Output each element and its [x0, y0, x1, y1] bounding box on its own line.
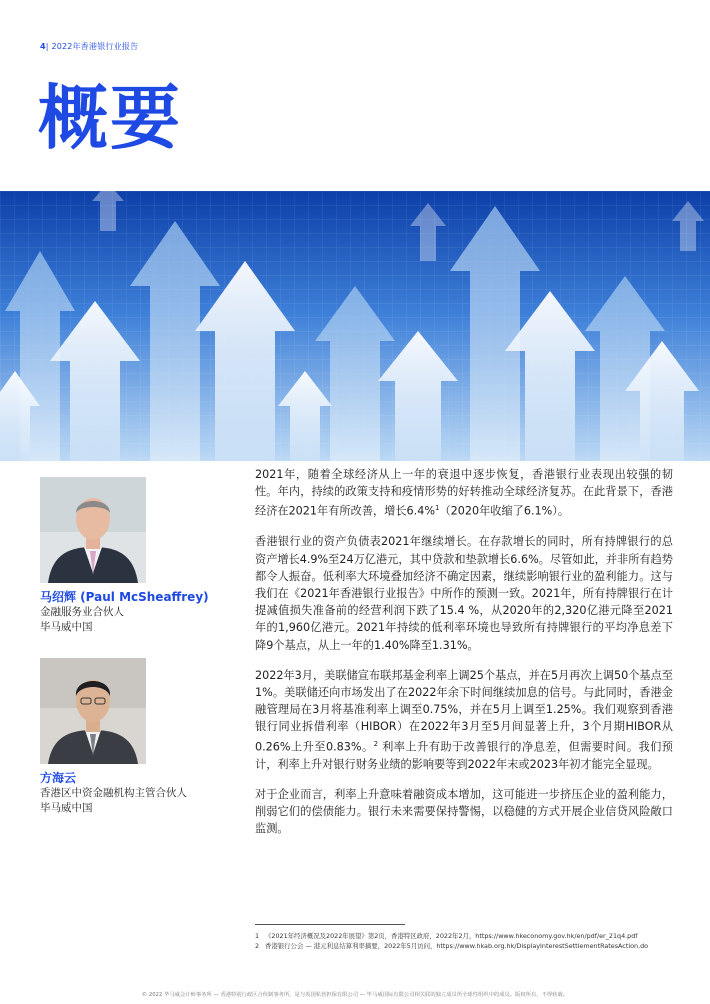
author-name: 马绍辉 (Paul McSheaffrey): [40, 590, 209, 604]
body-text: [255, 466, 673, 850]
author-org: 毕马威中国: [40, 621, 93, 633]
footnote-number: 2: [255, 942, 260, 950]
footnote-2: [255, 941, 695, 951]
author-photo-paul-mcsheaffrey: [40, 477, 146, 583]
paragraph-3-text: 2022年3月，美联储宣布联邦基金利率上调25个基点，并在5月再次上调50个基点至1%。美联储还向市场发出了在2022年余下时间继续加息的信号。与此同时，香港金融管理局在3月将基准利率上调至0.75%，并在5月上调至1.25%。我们观察到香港银行同业拆借利率（HIBOR）在2022年3月至5月间显著上升，3个月期HIBOR从0.26%上升至0.83%。: [255, 668, 673, 754]
footnote-1: [255, 931, 695, 941]
footnotes: [255, 931, 695, 951]
author-card-1: [40, 477, 230, 635]
footnote-text: 香港银行公会 — 港元利息结算利率摘要，2022年5月访问，https://www.hkab.org.hk/DisplayInterestSettlementRatesAction.do: [265, 942, 649, 950]
page-number: 4: [40, 42, 46, 51]
paragraph-4: 对于企业而言，利率上升意味着融资成本增加，这可能进一步挤压企业的盈利能力，削弱它们的偿债能力。银行未来需要保持警惕，以稳健的方式开展企业信贷风险敞口监测。: [255, 787, 673, 836]
running-header: [40, 41, 138, 52]
header-separator: |: [45, 42, 49, 51]
footnote-ref-1: 1: [434, 504, 440, 513]
author-name: 方海云: [40, 771, 77, 785]
paragraph-2: 香港银行业的资产负债表2021年继续增长。在存款增长的同时，所有持牌银行的总资产增长4.9%至24万亿港元，其中贷款和垫款增长6.6%。尽管如此，并非所有趋势都令人振奋。低利率大环境叠加经济不确定因素，继续影响银行业的盈利能力。这与我们在《2021年香港银行业报告》中所作的预测一致。2021年，所有持牌银行在计提减值损失准备前的经营利润下跌了15.4 %，从2020年的2,320亿港元降至2021年的1,960亿港元。2021年持续的低利率环境也导致所有持牌银行的平均净息差下降9个基点，从上一年的1.40%降至1.31%。: [255, 535, 673, 652]
author-role: 金融服务业合伙人: [40, 606, 124, 618]
footnote-ref-2: 2: [373, 739, 379, 748]
author-org: 毕马威中国: [40, 802, 93, 814]
banner-image: [0, 191, 710, 461]
author-photo-fang-haiyun: [40, 658, 146, 764]
paragraph-1-text-end: （2020年收缩了6.1%）。: [439, 505, 570, 519]
paragraph-3-text-end: 利率上升有助于改善银行的净息差，但需要时间。我们预计，利率上升对银行财务业绩的影响要等到2022年末或2023年初才能完全显现。: [255, 740, 673, 771]
paragraph-3: [255, 667, 673, 773]
page-title: 概要: [38, 77, 182, 159]
author-card-2: [40, 658, 230, 816]
footnote-divider: [255, 924, 405, 925]
report-title: 2022年香港银行业报告: [51, 42, 139, 51]
paragraph-1: [255, 466, 673, 520]
footnote-text: 《2021年经济概况及2022年展望》第2页，香港特区政府，2022年2月，https://www.hkeconomy.gov.hk/en/pdf/er_21q4.pdf: [265, 932, 638, 940]
paragraph-1-text: 2021年，随着全球经济从上一年的衰退中逐步恢复，香港银行业表现出较强的韧性。年内，持续的政策支持和疫情形势的好转推动全球经济复苏。在此背景下，香港经济在2021年有所改善，增长6.4%: [255, 468, 673, 519]
author-role: 香港区中资金融机构主管合伙人: [40, 787, 187, 799]
footnote-number: 1: [255, 932, 260, 940]
copyright-notice: © 2022 毕马威会计师事务所 — 香港特别行政区合伙制事务所，是与英国私营担保有限公司 — 毕马威国际有限公司相关联的独立成员所全球性组织中的成员。版权所有，不得转载。: [141, 992, 569, 998]
